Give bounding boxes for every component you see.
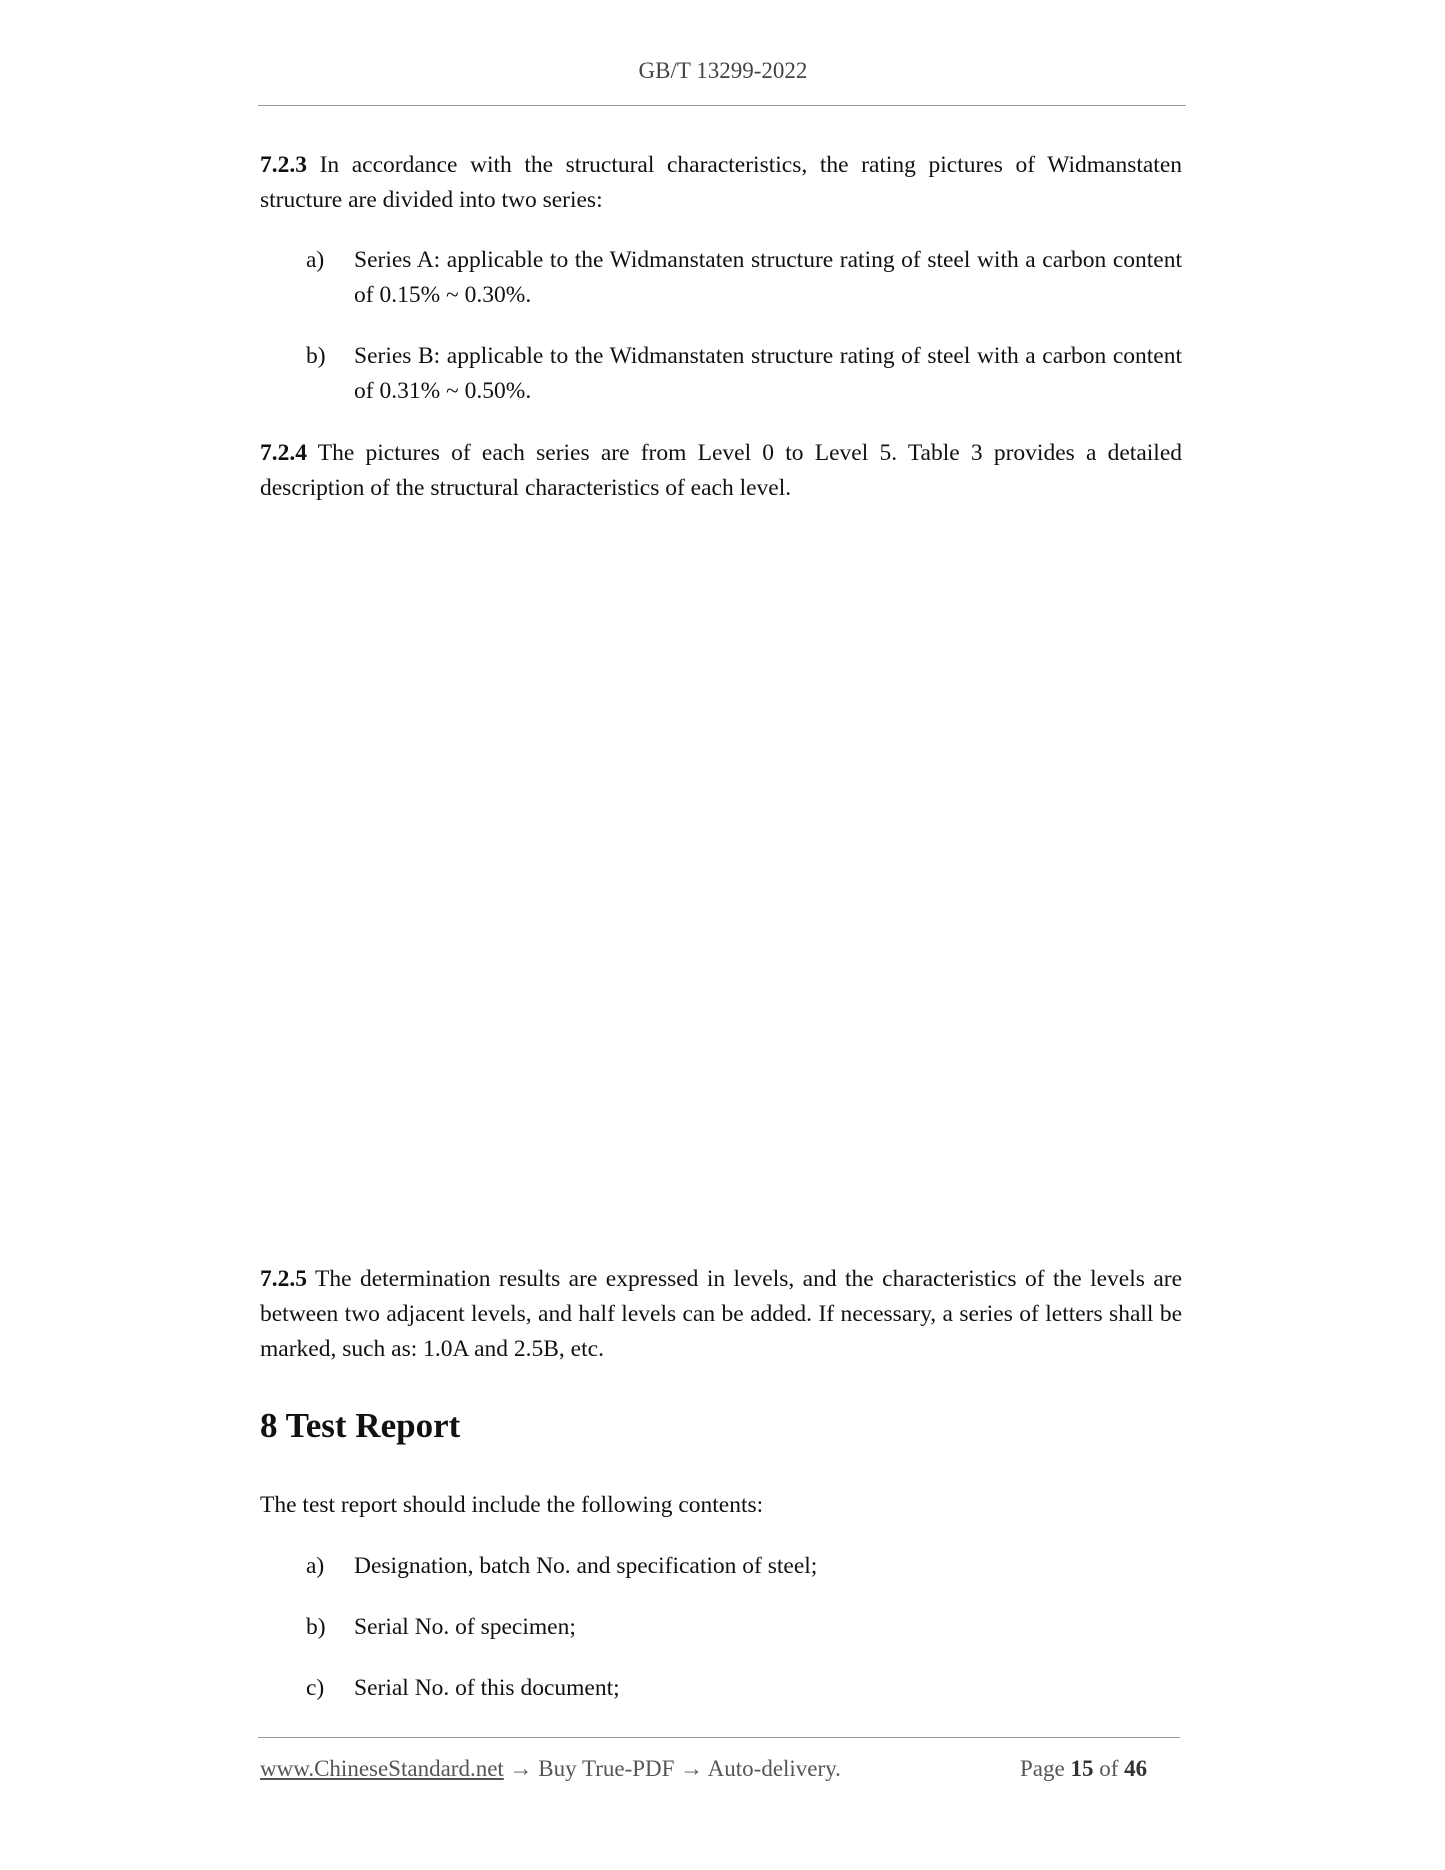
page-total: 46: [1124, 1756, 1148, 1781]
clause-7-2-4: [260, 436, 1182, 506]
list-marker: b): [306, 1614, 326, 1640]
clause-text: In accordance with the structural characteristics, the rating pictures of Widmanstaten structure are divided into two series:: [260, 152, 1183, 213]
list-item: [306, 1610, 1182, 1645]
footer-divider: [258, 1737, 1180, 1738]
list-marker: a): [306, 247, 325, 273]
list-item: [306, 243, 1182, 313]
page-header-doc-id: GB/T 13299-2022: [638, 58, 808, 83]
list-marker: c): [306, 1675, 325, 1701]
footer-promo: [260, 1756, 841, 1782]
clause-7-2-5: [260, 1262, 1182, 1367]
clause-text: The pictures of each series are from Level 0 to Level 5. Table 3 provides a detailed description of the structural characteristics of each level.: [260, 440, 1182, 501]
list-item-text: Designation, batch No. and specification of steel;: [354, 1553, 818, 1579]
section-intro: The test report should include the following contents:: [260, 1492, 764, 1518]
list-item-text: Series A: applicable to the Widmanstaten structure rating of steel with a carbon content of 0.15% ~ 0.30%.: [354, 247, 1182, 308]
page-of-label: of: [1099, 1756, 1119, 1781]
list-item-text: Series B: applicable to the Widmanstaten structure rating of steel with a carbon content of 0.31% ~ 0.50%.: [354, 343, 1182, 404]
page-current: 15: [1070, 1756, 1094, 1781]
section-heading: 8 Test Report: [260, 1406, 461, 1445]
list-item-text: Serial No. of this document;: [354, 1675, 620, 1701]
page-label: Page: [1020, 1756, 1065, 1781]
clause-text: The determination results are expressed in levels, and the characteristics of the levels are between two adjacent levels, and half levels can be added. If necessary, a series of letters shall be marked, such as: 1.0A and 2.5B, etc.: [260, 1266, 1183, 1362]
clause-7-2-3: [260, 148, 1182, 218]
list-marker: b): [306, 343, 326, 369]
list-item: [306, 1671, 1182, 1706]
clause-number: 7.2.5: [260, 1266, 307, 1292]
list-item-text: Serial No. of specimen;: [354, 1614, 576, 1640]
list-item: [306, 1549, 1182, 1584]
header-divider: [258, 105, 1186, 106]
clause-number: 7.2.4: [260, 440, 307, 466]
list-marker: a): [306, 1553, 325, 1579]
list-item: [306, 339, 1182, 409]
footer-tagline: → Buy True-PDF → Auto-delivery.: [503, 1756, 841, 1781]
clause-number: 7.2.3: [260, 152, 307, 178]
page-number: [1020, 1756, 1147, 1782]
site-link[interactable]: www.ChineseStandard.net: [260, 1756, 504, 1781]
